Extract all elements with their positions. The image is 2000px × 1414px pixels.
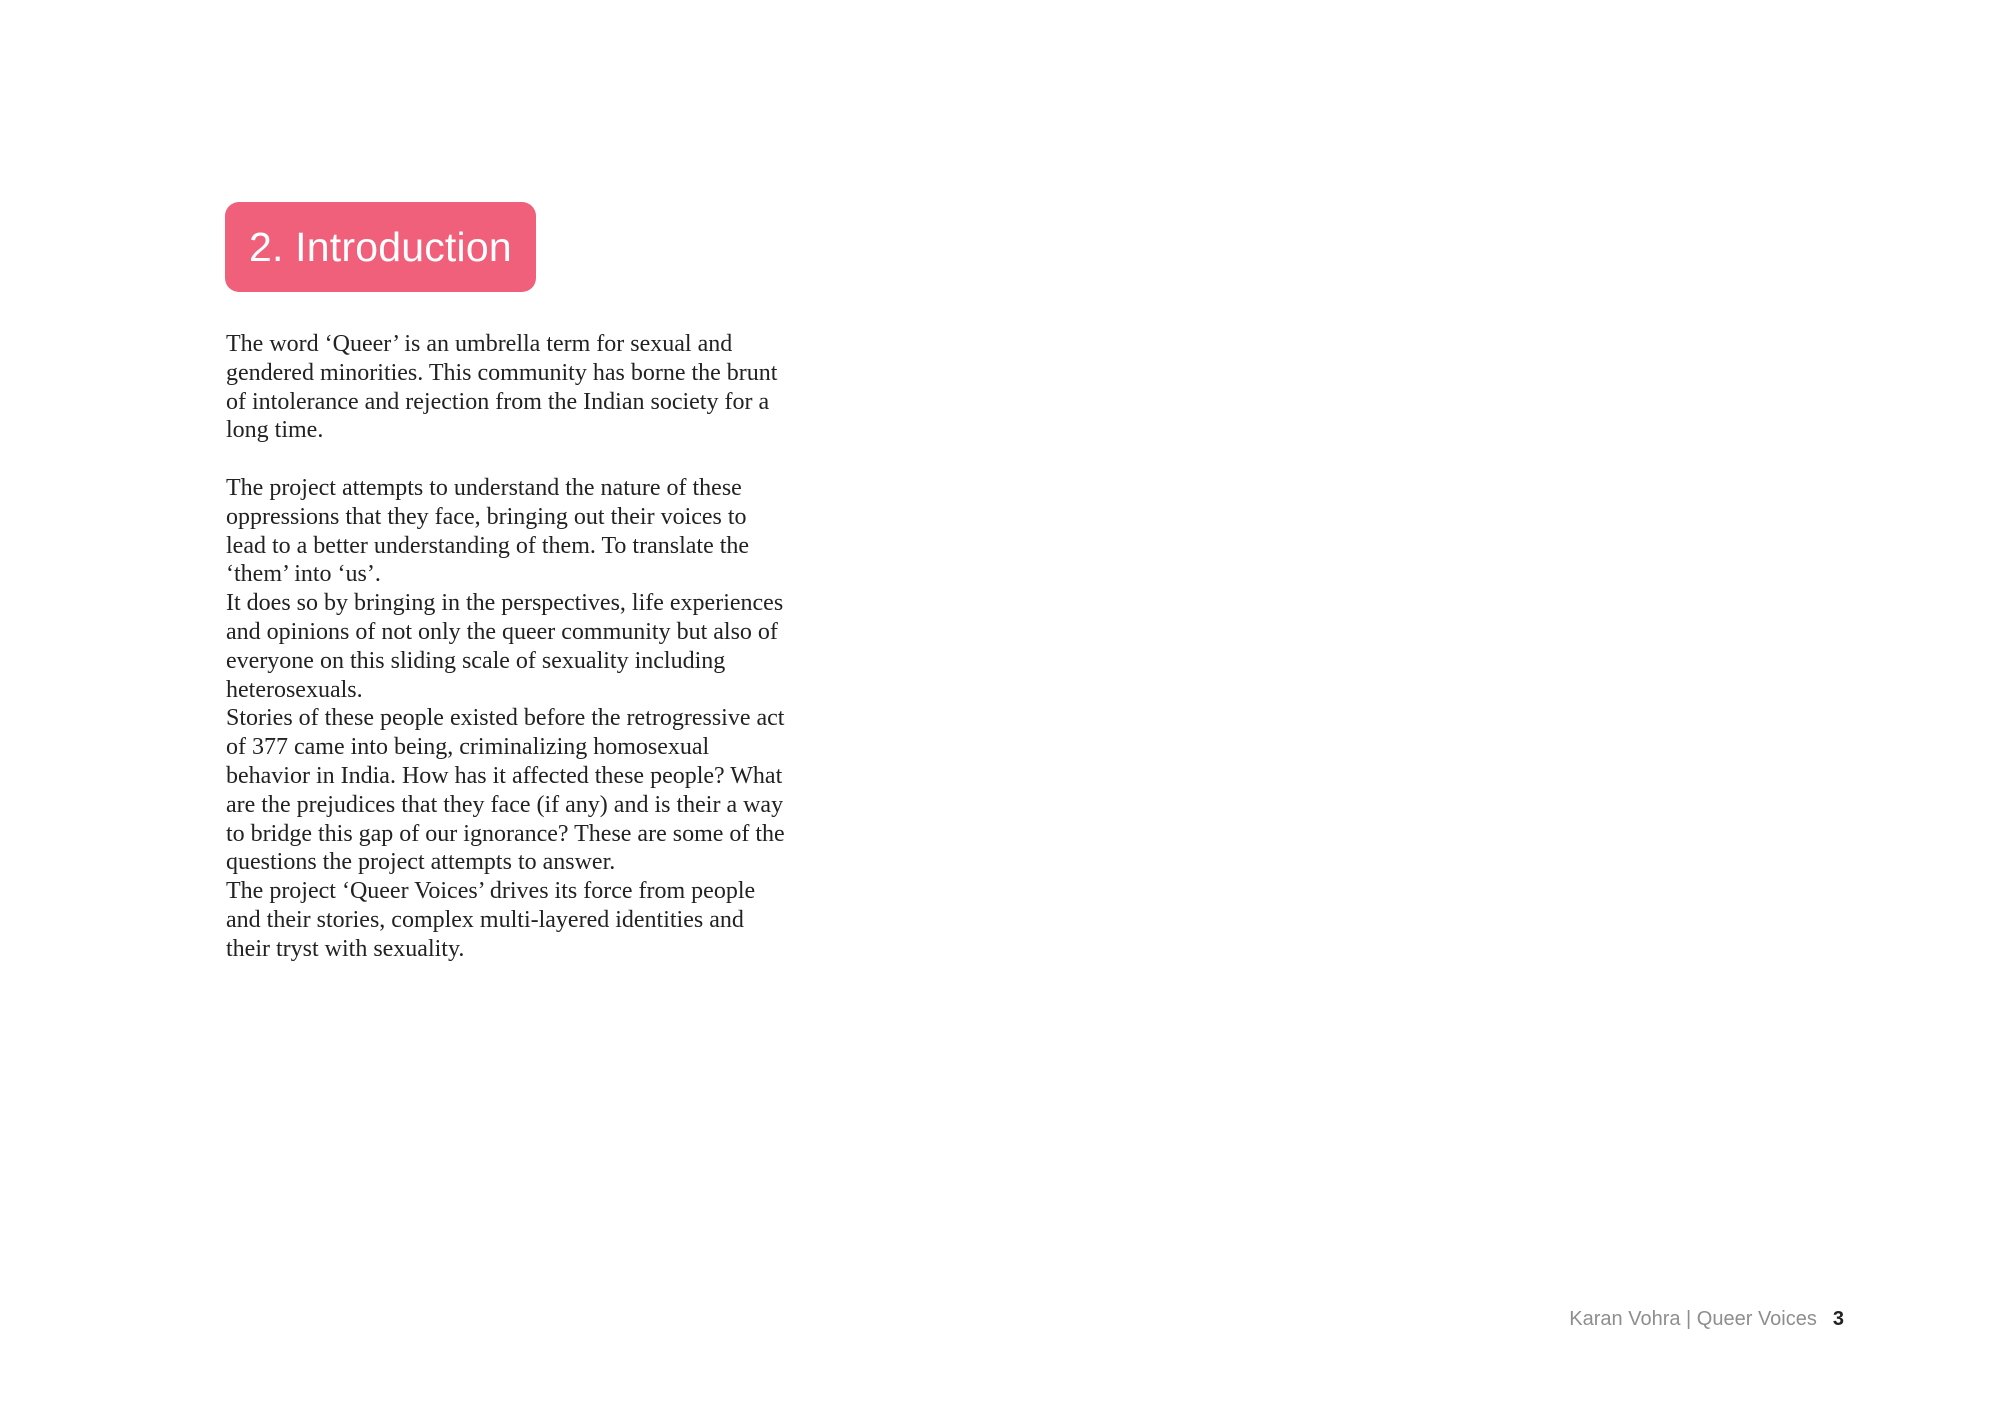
page-number: 3 [1832, 1308, 1844, 1330]
section-heading: 2. Introduction [249, 223, 512, 270]
section-heading-box [225, 202, 536, 292]
body-text [226, 330, 786, 964]
paragraph: The project attempts to understand the nature of these oppressions that they face, bringing out their voices to lead to a better understanding of them. To translate the ‘them’ into ‘us’. [226, 474, 750, 588]
paragraph: The word ‘Queer’ is an umbrella term for sexual and gendered minorities. This community has borne the brunt of intolerance and rejection from the Indian society for a long time. [226, 331, 778, 444]
paragraph-gap [226, 445, 786, 474]
paragraph: The project ‘Queer Voices’ drives its force from people and their stories, complex multi-layered identities and their tryst with sexuality. [226, 878, 756, 962]
paragraph: Stories of these people existed before the retrogressive act of 377 came into being, criminalizing homosexual behavior in India. How has it affected these people? What are the prejudices that they face (if any) and is their a way to bridge this gap of our ignorance? These are some of the questions the project attempts to answer. [226, 705, 785, 876]
page-footer [1569, 1308, 1844, 1331]
paragraph: It does so by bringing in the perspectives, life experiences and opinions of not only the queer community but also of everyone on this sliding scale of sexuality including heterosexuals. [226, 590, 784, 703]
footer-credit: Karan Vohra | Queer Voices [1569, 1308, 1817, 1330]
